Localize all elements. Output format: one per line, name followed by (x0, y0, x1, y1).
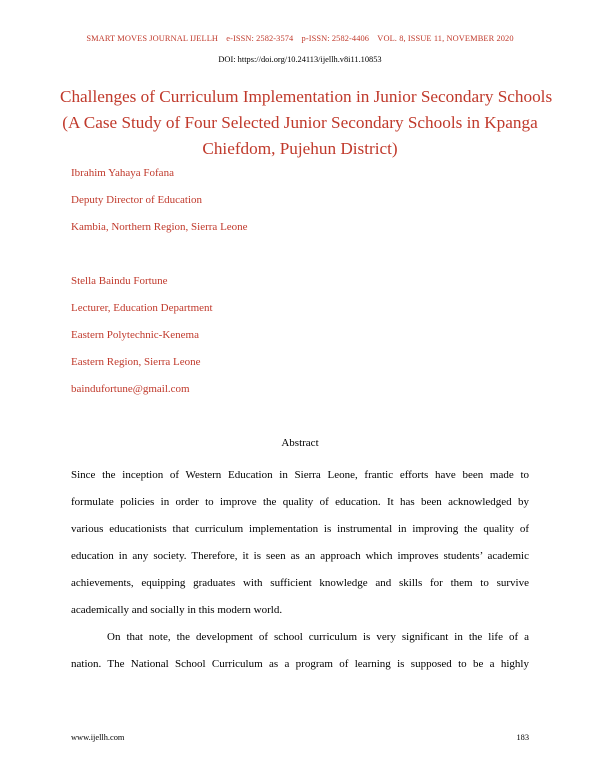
author-role: Deputy Director of Education (71, 194, 203, 206)
abstract-body (71, 462, 529, 678)
abstract-line: various educationists that curriculum implementation is instrumental in improving the quality of (71, 523, 529, 535)
doi-link[interactable]: DOI: https://doi.org/10.24113/ijellh.v8i11.10853 (218, 55, 382, 64)
paper-title (60, 84, 553, 162)
page-number: 183 (516, 733, 529, 742)
title-line: (A Case Study of Four Selected Junior Secondary Schools in Kpanga (62, 113, 538, 132)
abstract-line: Since the inception of Western Education in Sierra Leone, frantic efforts have been made to (71, 469, 529, 481)
author-location: Kambia, Northern Region, Sierra Leone (71, 221, 248, 233)
title-line: Chiefdom, Pujehun District) (202, 139, 398, 158)
author-role: Lecturer, Education Department (71, 302, 213, 314)
abstract-line: achievements, equipping graduates with sufficient knowledge and skills for them to survive (71, 577, 529, 589)
abstract-line: education in any society. Therefore, it is seen as an approach which improves students’ academic (71, 550, 529, 562)
issue-info: VOL. 8, ISSUE 11, NOVEMBER 2020 (377, 34, 514, 43)
abstract-line: nation. The National School Curriculum as a program of learning is supposed to be a highly (71, 658, 529, 670)
pissn: p-ISSN: 2582-4406 (301, 34, 370, 43)
author-location: Eastern Region, Sierra Leone (71, 356, 201, 368)
journal-name: SMART MOVES JOURNAL IJELLH (86, 34, 219, 43)
abstract-line: On that note, the development of school curriculum is very significant in the life of a (107, 631, 529, 643)
author-name: Stella Baindu Fortune (71, 275, 168, 287)
abstract-heading: Abstract (281, 437, 319, 449)
journal-header (0, 34, 600, 43)
author-block (71, 166, 531, 409)
author-email[interactable]: baindufortune@gmail.com (71, 383, 190, 395)
title-line: Challenges of Curriculum Implementation in Junior Secondary Schools (60, 87, 553, 106)
footer-website[interactable]: www.ijellh.com (71, 733, 125, 742)
abstract-line: formulate policies in order to improve the quality of education. It has been acknowledged by (71, 496, 529, 508)
abstract-line: academically and socially in this modern world. (71, 604, 283, 616)
author-name: Ibrahim Yahaya Fofana (71, 167, 174, 179)
author-institution: Eastern Polytechnic-Kenema (71, 329, 199, 341)
author-gap (71, 247, 531, 274)
eissn: e-ISSN: 2582-3574 (226, 34, 294, 43)
